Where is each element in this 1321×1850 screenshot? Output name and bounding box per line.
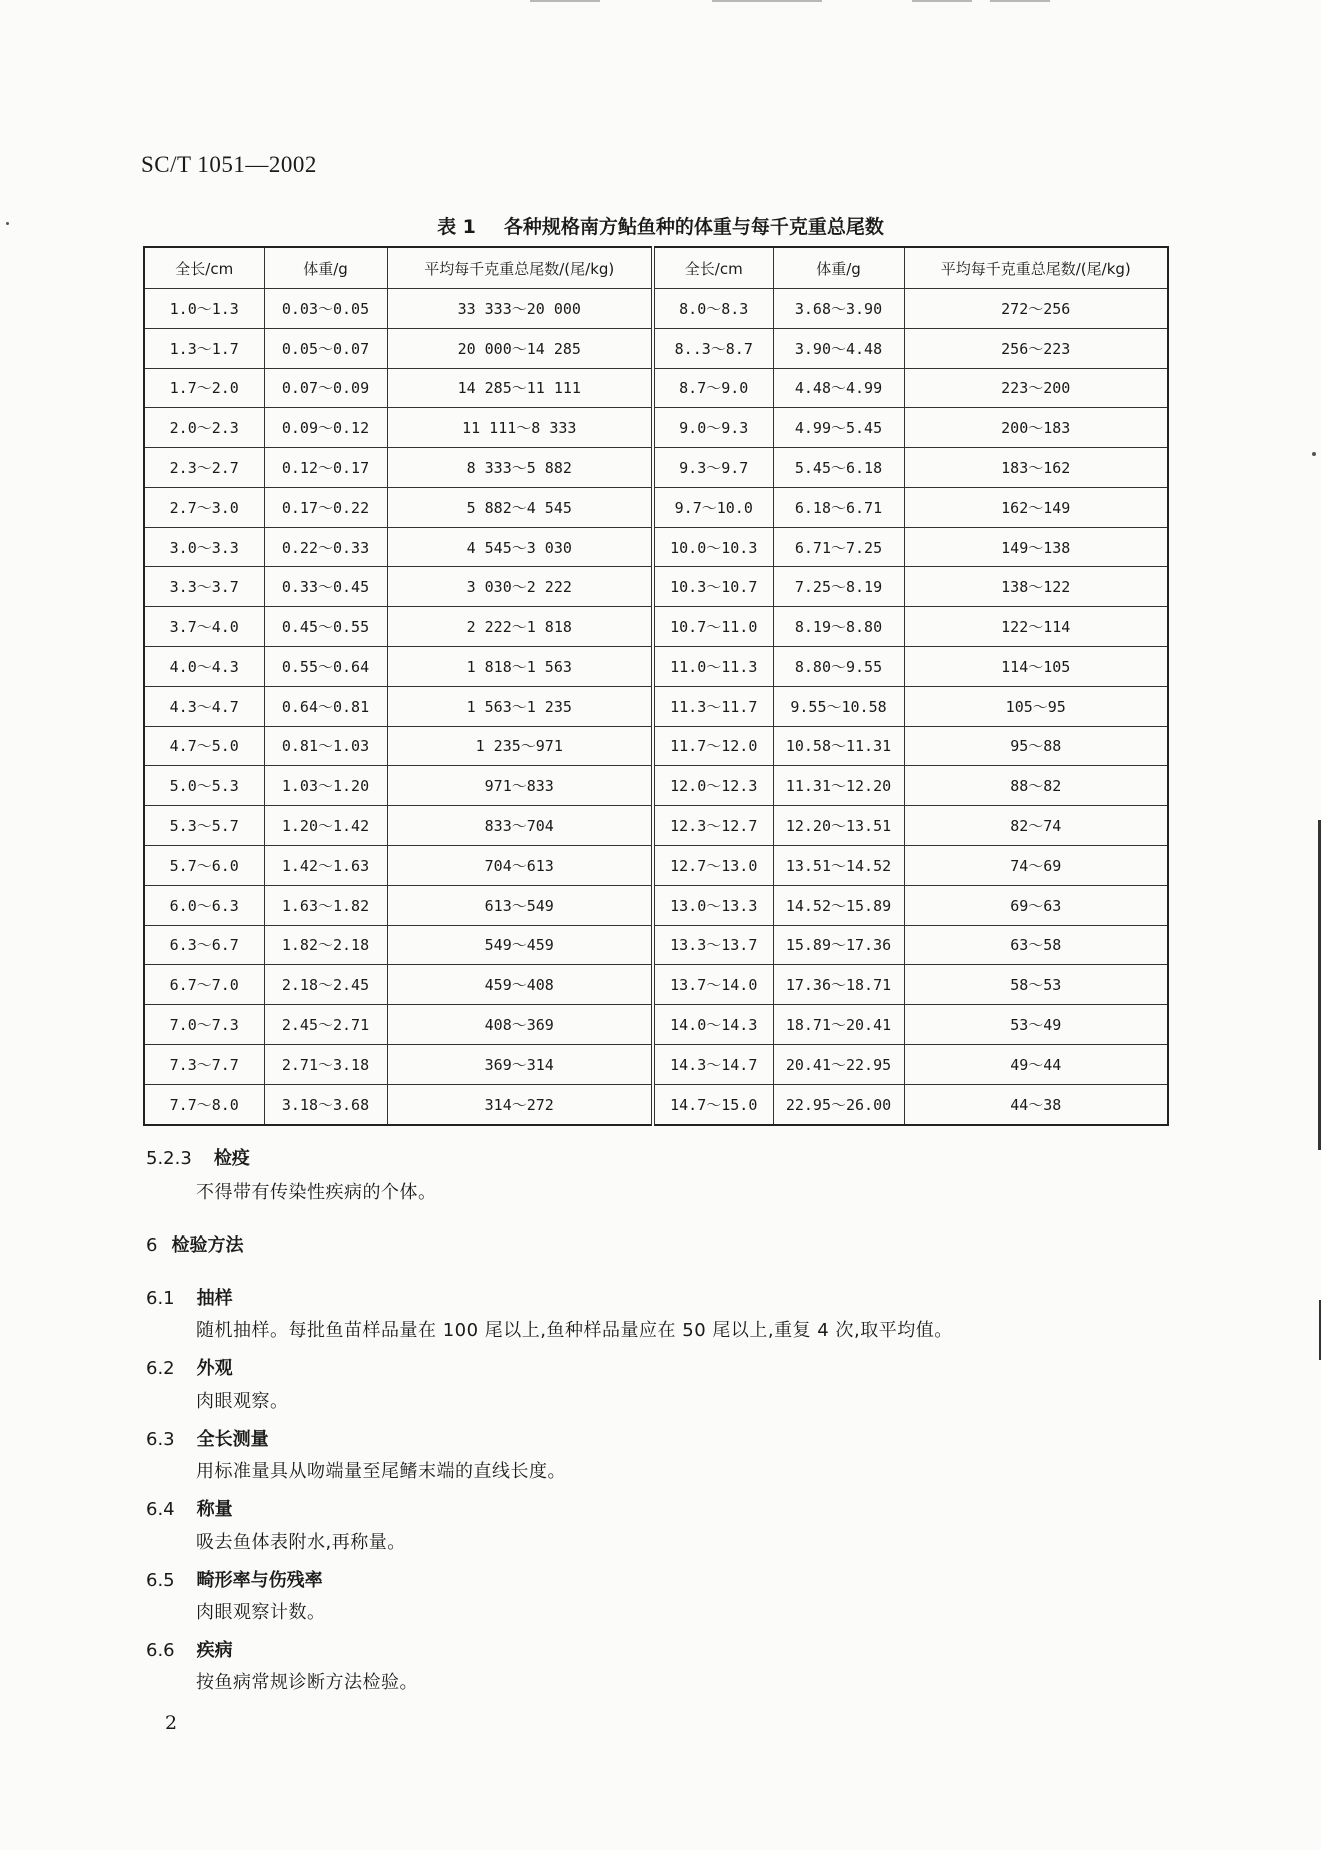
table-cell: 223～200 [904,368,1168,408]
section-number: 5.2.3 [146,1148,192,1169]
table-cell: 10.58～11.31 [773,726,904,766]
table-cell: 0.22～0.33 [264,527,387,567]
table-cell: 14.52～15.89 [773,885,904,925]
table-cell: 200～183 [904,408,1168,448]
table-cell: 6.3～6.7 [144,925,264,965]
table-cell: 256～223 [904,328,1168,368]
table-cell: 2 222～1 818 [387,607,653,647]
table-cell: 8.7～9.0 [653,368,773,408]
table-cell: 2.71～3.18 [264,1044,387,1084]
table-cell: 9.55～10.58 [773,686,904,726]
table-cell: 2.45～2.71 [264,1005,387,1045]
table-cell: 1.0～1.3 [144,289,264,329]
table-cell: 14.0～14.3 [653,1005,773,1045]
section-body: 按鱼病常规诊断方法检验。 [196,1672,418,1693]
table-row [144,766,1168,806]
table-row [144,289,1168,329]
table-row [144,726,1168,766]
table-row [144,408,1168,448]
table-cell: 0.81～1.03 [264,726,387,766]
table-cell: 7.7～8.0 [144,1084,264,1125]
table-cell: 0.05～0.07 [264,328,387,368]
table-cell: 138～122 [904,567,1168,607]
table-caption-text: 各种规格南方鲇鱼种的体重与每千克重总尾数 [503,216,884,238]
header-weight: 体重/g [773,247,904,289]
section-body: 吸去鱼体表附水,再称量。 [196,1532,406,1553]
table-caption [0,212,1321,239]
table-cell: 833～704 [387,806,653,846]
table-cell: 44～38 [904,1084,1168,1125]
table-cell: 53～49 [904,1005,1168,1045]
table-cell: 2.7～3.0 [144,487,264,527]
section-title: 称量 [196,1499,233,1520]
section-body: 随机抽样。每批鱼苗样品量在 100 尾以上,鱼种样品量应在 50 尾以上,重复 4 次,取平均值。 [196,1320,953,1341]
table-cell: 8 333～5 882 [387,448,653,488]
table-cell: 1.42～1.63 [264,845,387,885]
scan-mark [530,0,600,2]
table-row [144,647,1168,687]
scan-dot [1312,452,1316,456]
table-cell: 1.3～1.7 [144,328,264,368]
table-cell: 0.12～0.17 [264,448,387,488]
table-cell: 20 000～14 285 [387,328,653,368]
section-body: 肉眼观察。 [196,1391,289,1412]
scan-mark [712,0,822,2]
scan-mark [990,0,1050,2]
section-number: 6.3 [146,1429,175,1450]
table-cell: 459～408 [387,965,653,1005]
table-cell: 0.03～0.05 [264,289,387,329]
section-body: 肉眼观察计数。 [196,1602,326,1623]
table-row [144,368,1168,408]
table-cell: 17.36～18.71 [773,965,904,1005]
table-cell: 1.20～1.42 [264,806,387,846]
table-cell: 369～314 [387,1044,653,1084]
scan-mark [912,0,972,2]
header-length: 全长/cm [653,247,773,289]
table-cell: 9.3～9.7 [653,448,773,488]
table-cell: 6.71～7.25 [773,527,904,567]
table-cell: 7.25～8.19 [773,567,904,607]
table-cell: 4.0～4.3 [144,647,264,687]
table-cell: 12.0～12.3 [653,766,773,806]
table-cell: 3.90～4.48 [773,328,904,368]
table-cell: 9.7～10.0 [653,487,773,527]
table-cell: 3.0～3.3 [144,527,264,567]
table-cell: 11.0～11.3 [653,647,773,687]
table-cell: 10.3～10.7 [653,567,773,607]
table-cell: 13.3～13.7 [653,925,773,965]
table-cell: 1.82～2.18 [264,925,387,965]
table-cell: 14 285～11 111 [387,368,653,408]
section-number: 6 [146,1235,158,1256]
table-cell: 971～833 [387,766,653,806]
section-number: 6.1 [146,1288,175,1309]
section-6 [146,1231,243,1257]
table-cell: 314～272 [387,1084,653,1125]
table-cell: 10.7～11.0 [653,607,773,647]
table-cell: 8.0～8.3 [653,289,773,329]
table-cell: 114～105 [904,647,1168,687]
table-row [144,806,1168,846]
section-6-4 [146,1495,233,1521]
table-cell: 1.7～2.0 [144,368,264,408]
table-cell: 549～459 [387,925,653,965]
table-cell: 1.03～1.20 [264,766,387,806]
table-cell: 272～256 [904,289,1168,329]
table-cell: 4 545～3 030 [387,527,653,567]
table-cell: 12.3～12.7 [653,806,773,846]
section-5-2-3 [146,1144,250,1170]
table-cell: 122～114 [904,607,1168,647]
table-cell: 0.17～0.22 [264,487,387,527]
table-cell: 3.7～4.0 [144,607,264,647]
table-row [144,925,1168,965]
section-title: 检疫 [213,1148,250,1169]
table-cell: 49～44 [904,1044,1168,1084]
table-cell: 3.18～3.68 [264,1084,387,1125]
table-cell: 3 030～2 222 [387,567,653,607]
table-cell: 5.45～6.18 [773,448,904,488]
table-cell: 4.48～4.99 [773,368,904,408]
table-cell: 6.18～6.71 [773,487,904,527]
table-row [144,686,1168,726]
table-cell: 4.3～4.7 [144,686,264,726]
table-cell: 8.80～9.55 [773,647,904,687]
table-cell: 58～53 [904,965,1168,1005]
header-count: 平均每千克重总尾数/(尾/kg) [904,247,1168,289]
section-6-2 [146,1354,233,1380]
table-cell: 0.07～0.09 [264,368,387,408]
section-number: 6.6 [146,1640,175,1661]
table-row [144,1084,1168,1125]
table-cell: 1 818～1 563 [387,647,653,687]
table-row [144,965,1168,1005]
table-cell: 183～162 [904,448,1168,488]
standard-code: SC/T 1051—2002 [141,152,317,177]
table-cell: 105～95 [904,686,1168,726]
section-6-6 [146,1636,233,1662]
table-row [144,527,1168,567]
table-row [144,1005,1168,1045]
table-cell: 11.31～12.20 [773,766,904,806]
table-cell: 13.7～14.0 [653,965,773,1005]
table-cell: 0.33～0.45 [264,567,387,607]
table-cell: 18.71～20.41 [773,1005,904,1045]
table-cell: 10.0～10.3 [653,527,773,567]
table-cell: 162～149 [904,487,1168,527]
section-number: 6.2 [146,1358,175,1379]
table-cell: 5 882～4 545 [387,487,653,527]
table-cell: 12.7～13.0 [653,845,773,885]
table-cell: 95～88 [904,726,1168,766]
table-row [144,487,1168,527]
table-cell: 14.3～14.7 [653,1044,773,1084]
table-cell: 88～82 [904,766,1168,806]
table-row [144,448,1168,488]
table-cell: 9.0～9.3 [653,408,773,448]
header-weight: 体重/g [264,247,387,289]
table-cell: 3.68～3.90 [773,289,904,329]
table-cell: 5.7～6.0 [144,845,264,885]
table-row [144,885,1168,925]
table-cell: 22.95～26.00 [773,1084,904,1125]
table-cell: 0.09～0.12 [264,408,387,448]
table-row [144,845,1168,885]
section-body: 用标准量具从吻端量至尾鳍末端的直线长度。 [196,1461,566,1482]
section-number: 6.4 [146,1499,175,1520]
table-caption-number: 表 1 [437,216,476,238]
table-cell: 82～74 [904,806,1168,846]
table-cell: 0.45～0.55 [264,607,387,647]
table-cell: 13.51～14.52 [773,845,904,885]
table-cell: 12.20～13.51 [773,806,904,846]
table-cell: 6.0～6.3 [144,885,264,925]
section-title: 畸形率与伤残率 [196,1570,323,1591]
table-cell: 2.0～2.3 [144,408,264,448]
table-cell: 5.3～5.7 [144,806,264,846]
table-cell: 13.0～13.3 [653,885,773,925]
table-row [144,1044,1168,1084]
table-cell: 149～138 [904,527,1168,567]
header-length: 全长/cm [144,247,264,289]
table-cell: 7.0～7.3 [144,1005,264,1045]
table-cell: 69～63 [904,885,1168,925]
table-cell: 7.3～7.7 [144,1044,264,1084]
table-row [144,328,1168,368]
table-cell: 1.63～1.82 [264,885,387,925]
table-row [144,567,1168,607]
header-count: 平均每千克重总尾数/(尾/kg) [387,247,653,289]
table-cell: 704～613 [387,845,653,885]
table-cell: 63～58 [904,925,1168,965]
table-cell: 4.99～5.45 [773,408,904,448]
table-row [144,607,1168,647]
section-body: 不得带有传染性疾病的个体。 [196,1182,437,1203]
table-cell: 0.55～0.64 [264,647,387,687]
section-title: 疾病 [196,1640,233,1661]
section-title: 抽样 [196,1288,233,1309]
table-cell: 8.19～8.80 [773,607,904,647]
section-6-5 [146,1566,323,1592]
table-cell: 2.3～2.7 [144,448,264,488]
section-title: 外观 [196,1358,233,1379]
page-number: 2 [165,1712,178,1734]
table-cell: 2.18～2.45 [264,965,387,1005]
table-cell: 11 111～8 333 [387,408,653,448]
section-title: 检验方法 [171,1235,244,1256]
table-cell: 613～549 [387,885,653,925]
table-cell: 6.7～7.0 [144,965,264,1005]
table-cell: 11.3～11.7 [653,686,773,726]
table-cell: 4.7～5.0 [144,726,264,766]
table-cell: 74～69 [904,845,1168,885]
table-cell: 3.3～3.7 [144,567,264,607]
table-cell: 0.64～0.81 [264,686,387,726]
section-title: 全长测量 [196,1429,269,1450]
table-header-row [144,247,1168,289]
table-cell: 14.7～15.0 [653,1084,773,1125]
table-cell: 8..3～8.7 [653,328,773,368]
table-cell: 33 333～20 000 [387,289,653,329]
table-cell: 5.0～5.3 [144,766,264,806]
table-cell: 1 563～1 235 [387,686,653,726]
section-6-3 [146,1425,269,1451]
table-cell: 11.7～12.0 [653,726,773,766]
table-cell: 408～369 [387,1005,653,1045]
table-cell: 15.89～17.36 [773,925,904,965]
section-number: 6.5 [146,1570,175,1591]
table-cell: 1 235～971 [387,726,653,766]
section-6-1 [146,1284,233,1310]
fish-size-table [143,246,1169,1126]
table-cell: 20.41～22.95 [773,1044,904,1084]
